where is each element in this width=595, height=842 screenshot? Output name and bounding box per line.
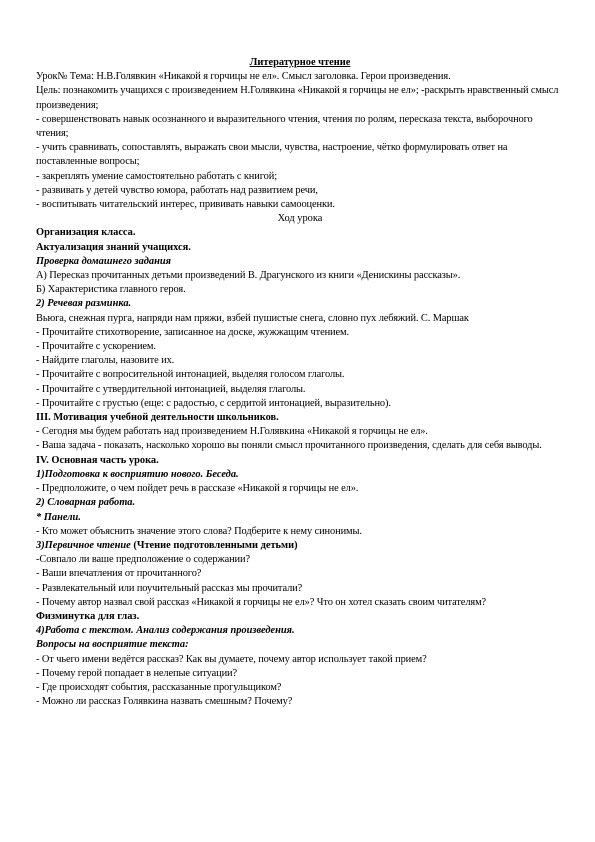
warmup-item: - Прочитайте с вопросительной интонацией, выделяя голосом глаголы. [36, 369, 345, 381]
first-reading-item: - Почему автор назвал свой рассказ «Никакой я горчицы не ел»? Что он хотел сказать своим читателям? [36, 596, 487, 608]
first-reading-note: (Чтение подготовленными детьми) [130, 539, 298, 551]
warmup-item: - Прочитайте с грустью (еще: с радостью, с сердитой интонацией, выразительно). [36, 397, 391, 409]
preparation-item: - Предположите, о чем пойдет речь в рассказе «Никакой я горчицы не ел». [36, 483, 359, 495]
warmup-item: - Прочитайте стихотворение, записанное на доске, жужжащим чтением. [36, 326, 349, 338]
first-reading-item: - Ваши впечатления от прочитанного? [36, 568, 202, 580]
warmup-item: - Найдите глаголы, назовите их. [36, 355, 175, 367]
motivation-item: - Ваша задача - показать, насколько хорошо вы поняли смысл прочитанного произведения, сделать для себя выводы. [36, 440, 542, 452]
text-work-heading: 4)Работа с текстом. Анализ содержания произведения. [36, 625, 295, 637]
lesson-topic [36, 70, 564, 84]
document-title: Литературное чтение [249, 57, 351, 68]
question-item: - Где происходят события, рассказанные прогульщиком? [36, 681, 282, 693]
vocabulary-word: * Панели. [36, 511, 81, 523]
preparation-heading: 1)Подготовка к восприятию нового. Беседа. [36, 468, 239, 480]
question-item: - Почему герой попадает в нелепые ситуации? [36, 667, 238, 679]
goal-item: - совершенствовать навык осознанного и выразительного чтения, чтения по ролям, пересказа текста, выборочного чтения; [36, 113, 533, 140]
main-part-heading: IV. Основная часть урока. [36, 454, 159, 466]
first-reading-heading [36, 539, 564, 553]
goal-item: - развивать у детей чувство юмора, работать над развитием речи, [36, 184, 318, 196]
lesson-progress-heading: Ход урока [277, 213, 323, 225]
lesson-topic-text: Тема: Н.В.Голявкин «Никакой я горчицы не ел». Смысл заголовка. Герои произведения. [67, 71, 451, 83]
warmup-item: - Прочитайте с ускорением. [36, 341, 156, 353]
goal-item: - закреплять умение самостоятельно работать с книгой; [36, 170, 277, 182]
motivation-item: - Сегодня мы будем работать над произведением Н.Голявкина «Никакой я горчицы не ел». [36, 426, 428, 438]
goal-item: - воспитывать читательский интерес, прививать навыки самооценки. [36, 199, 335, 211]
goal-item: - учить сравнивать, сопоставлять, выражать свои мысли, чувства, настроение, чётко формулировать ответ на поставленные вопросы; [36, 142, 508, 168]
knowledge-update-heading: Актуализация знаний учащихся. [36, 241, 191, 253]
question-item: - Можно ли рассказ Голявкина назвать смешным? Почему? [36, 696, 293, 708]
first-reading-item: - Развлекательный или поучительный рассказ мы прочитали? [36, 582, 303, 594]
marshak-poem: Вьюга, снежная пурга, напряди нам пряжи, взбей пушистые снега, словно пух лебяжий. С. Маршак [36, 312, 469, 324]
lesson-goal: Цель: познакомить учащихся с произведением Н.Голявкина «Никакой я горчицы не ел»; -раскрыть нравственный смысл произведения; [36, 85, 559, 111]
speech-warmup-heading: 2) Речевая разминка. [36, 298, 132, 310]
perception-questions-heading: Вопросы на восприятие текста: [36, 639, 189, 651]
motivation-heading: III. Мотивация учебной деятельности школьников. [36, 412, 279, 424]
homework-item-b: Б) Характеристика главного героя. [36, 284, 186, 296]
first-reading-label: 3)Первичное чтение [36, 539, 131, 551]
homework-check-heading: Проверка домашнего задания [36, 255, 172, 267]
document-page [36, 56, 564, 709]
vocabulary-heading: 2) Словарная работа. [36, 497, 136, 509]
question-item: - От чьего имени ведётся рассказ? Как вы думаете, почему автор использует такой прием? [36, 653, 427, 665]
eye-exercise-heading: Физминутка для глаз. [36, 610, 140, 622]
warmup-item: - Прочитайте с утвердительной интонацией, выделяя глаголы. [36, 383, 306, 395]
first-reading-item: -Совпало ли ваше предположение о содержании? [36, 554, 250, 566]
homework-item-a: А) Пересказ прочитанных детьми произведений В. Драгунского из книги «Денискины рассказы». [36, 270, 461, 282]
lesson-number-label: Урок№ [36, 71, 68, 83]
vocabulary-item: - Кто может объяснить значение этого слова? Подберите к нему синонимы. [36, 525, 362, 537]
class-organization-heading: Организация класса. [36, 227, 136, 239]
